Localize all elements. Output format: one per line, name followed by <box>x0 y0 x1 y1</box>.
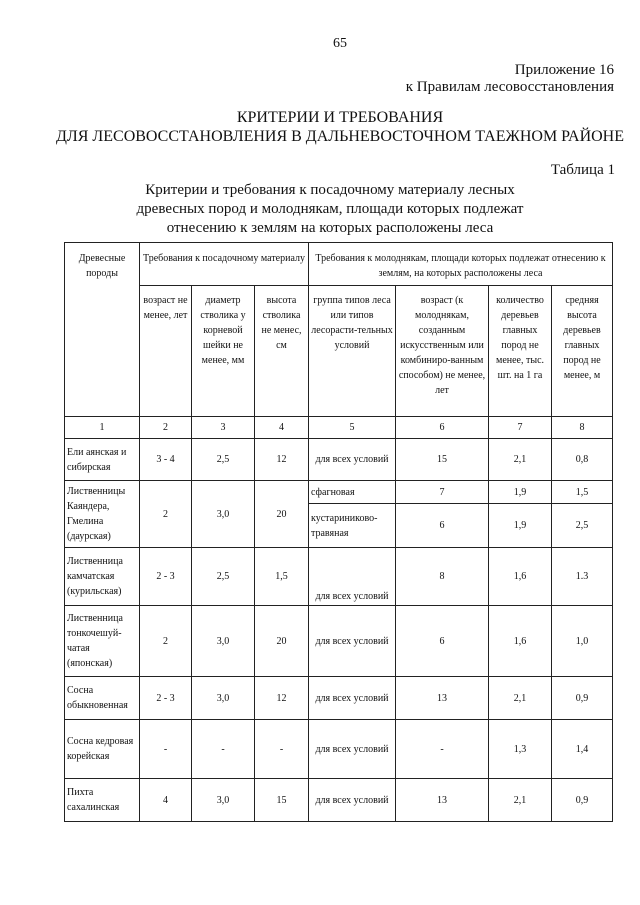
title-line-2: ДЛЯ ЛЕСОВОССТАНОВЛЕНИЯ В ДАЛЬНЕВОСТОЧНОМ ТАЕЖНОМ РАЙОНЕ <box>55 128 625 145</box>
column-number: 5 <box>309 417 396 439</box>
young-age-cell: 15 <box>396 439 489 481</box>
diameter-cell: 3,0 <box>192 677 255 720</box>
table-row <box>65 481 613 504</box>
mean-height-cell: 1.3 <box>552 548 613 606</box>
title-line-1: КРИТЕРИИ И ТРЕБОВАНИЯ <box>236 109 444 126</box>
height-cell: - <box>255 720 309 779</box>
appendix-line-2: к Правилам лесовосстановления <box>405 79 614 95</box>
forest-group-cell: для всех условий <box>309 606 396 677</box>
height-cell: 15 <box>255 779 309 822</box>
forest-group-cell: для всех условий <box>309 720 396 779</box>
age-cell: 2 <box>140 481 192 548</box>
appendix-reference <box>406 62 614 96</box>
species-cell: Лиственница камчатская (курильская) <box>65 548 140 606</box>
caption-line-2: древесных пород и молоднякам, площади которых подлежат <box>136 201 524 217</box>
header-diameter: диаметр стволика у корневой шейки не менее, мм <box>192 286 255 417</box>
mean-height-cell: 0,9 <box>552 677 613 720</box>
species-cell: Пихта сахалинская <box>65 779 140 822</box>
column-number: 6 <box>396 417 489 439</box>
appendix-line-1: Приложение 16 <box>514 62 614 78</box>
tree-count-cell: 2,1 <box>489 779 552 822</box>
header-age: возраст не менее, лет <box>140 286 192 417</box>
table-label: Таблица 1 <box>550 162 615 178</box>
mean-height-cell: 1,4 <box>552 720 613 779</box>
document-title <box>20 108 640 146</box>
column-number: 1 <box>65 417 140 439</box>
forest-group-cell: для всех условий <box>309 677 396 720</box>
diameter-cell: 3,0 <box>192 779 255 822</box>
table-row <box>65 606 613 677</box>
young-age-cell: 13 <box>396 779 489 822</box>
species-cell: Сосна кедровая корейская <box>65 720 140 779</box>
tree-count-cell: 1,6 <box>489 548 552 606</box>
tree-count-cell: 1,6 <box>489 606 552 677</box>
tree-count-cell: 1,3 <box>489 720 552 779</box>
tree-count-cell: 1,9 <box>489 481 552 504</box>
tree-count-cell: 2,1 <box>489 439 552 481</box>
forest-group-cell: для всех условий <box>309 548 396 606</box>
species-cell: Лиственницы Каяндера, Гмелина (даурская) <box>65 481 140 548</box>
height-cell: 12 <box>255 439 309 481</box>
forest-group-cell: для всех условий <box>309 779 396 822</box>
header-planting-material: Требования к посадочному материалу <box>140 243 309 286</box>
young-age-cell: 13 <box>396 677 489 720</box>
column-number: 7 <box>489 417 552 439</box>
column-number: 4 <box>255 417 309 439</box>
species-cell: Сосна обыкновенная <box>65 677 140 720</box>
table-row <box>65 677 613 720</box>
age-cell: 2 - 3 <box>140 677 192 720</box>
column-number-row <box>65 417 613 439</box>
caption-line-3: отнесению к землям на которых расположены леса <box>166 220 494 236</box>
mean-height-cell: 1,5 <box>552 481 613 504</box>
age-cell: - <box>140 720 192 779</box>
header-species: Древесные породы <box>65 243 140 417</box>
diameter-cell: 3,0 <box>192 606 255 677</box>
diameter-cell: 2,5 <box>192 439 255 481</box>
age-cell: 3 - 4 <box>140 439 192 481</box>
age-cell: 2 - 3 <box>140 548 192 606</box>
young-age-cell: 6 <box>396 606 489 677</box>
page-number: 65 <box>333 36 347 51</box>
tree-count-cell: 2,1 <box>489 677 552 720</box>
height-cell: 20 <box>255 606 309 677</box>
table-header-row <box>65 243 613 286</box>
height-cell: 1,5 <box>255 548 309 606</box>
mean-height-cell: 0,9 <box>552 779 613 822</box>
forest-group-cell: сфагновая <box>309 481 396 504</box>
mean-height-cell: 1,0 <box>552 606 613 677</box>
young-age-cell: 8 <box>396 548 489 606</box>
age-cell: 2 <box>140 606 192 677</box>
mean-height-cell: 2,5 <box>552 504 613 548</box>
table-row <box>65 720 613 779</box>
species-cell: Ели аянская и сибирская <box>65 439 140 481</box>
table-row <box>65 548 613 606</box>
column-number: 3 <box>192 417 255 439</box>
tree-count-cell: 1,9 <box>489 504 552 548</box>
caption-line-1: Критерии и требования к посадочному материалу лесных <box>145 182 515 198</box>
young-age-cell: - <box>396 720 489 779</box>
header-height: высота стволика не менес, см <box>255 286 309 417</box>
forest-group-cell: кустариниково-травяная <box>309 504 396 548</box>
young-age-cell: 7 <box>396 481 489 504</box>
header-young-stands: Требования к молоднякам, площади которых подлежат отнесению к землям, на которых расположены леса <box>309 243 613 286</box>
young-age-cell: 6 <box>396 504 489 548</box>
forest-group-cell: для всех условий <box>309 439 396 481</box>
mean-height-cell: 0,8 <box>552 439 613 481</box>
column-number: 2 <box>140 417 192 439</box>
header-tree-count: количество деревьев главных пород не менее, тыс. шт. на 1 га <box>489 286 552 417</box>
header-young-age: возраст (к молоднякам, созданным искусственным или комбиниро-ванным способом) не менее, лет <box>396 286 489 417</box>
column-number: 8 <box>552 417 613 439</box>
table-row <box>65 439 613 481</box>
height-cell: 20 <box>255 481 309 548</box>
criteria-table <box>64 242 613 822</box>
species-cell: Лиственница тонкочешуй-чатая (японская) <box>65 606 140 677</box>
table-subheader-row <box>65 286 613 417</box>
table-row <box>65 779 613 822</box>
header-mean-height: средняя высота деревьев главных пород не менее, м <box>552 286 613 417</box>
diameter-cell: 2,5 <box>192 548 255 606</box>
header-forest-group: группа типов леса или типов лесорасти-тельных условий <box>309 286 396 417</box>
table-caption <box>80 181 580 238</box>
height-cell: 12 <box>255 677 309 720</box>
diameter-cell: - <box>192 720 255 779</box>
age-cell: 4 <box>140 779 192 822</box>
diameter-cell: 3,0 <box>192 481 255 548</box>
